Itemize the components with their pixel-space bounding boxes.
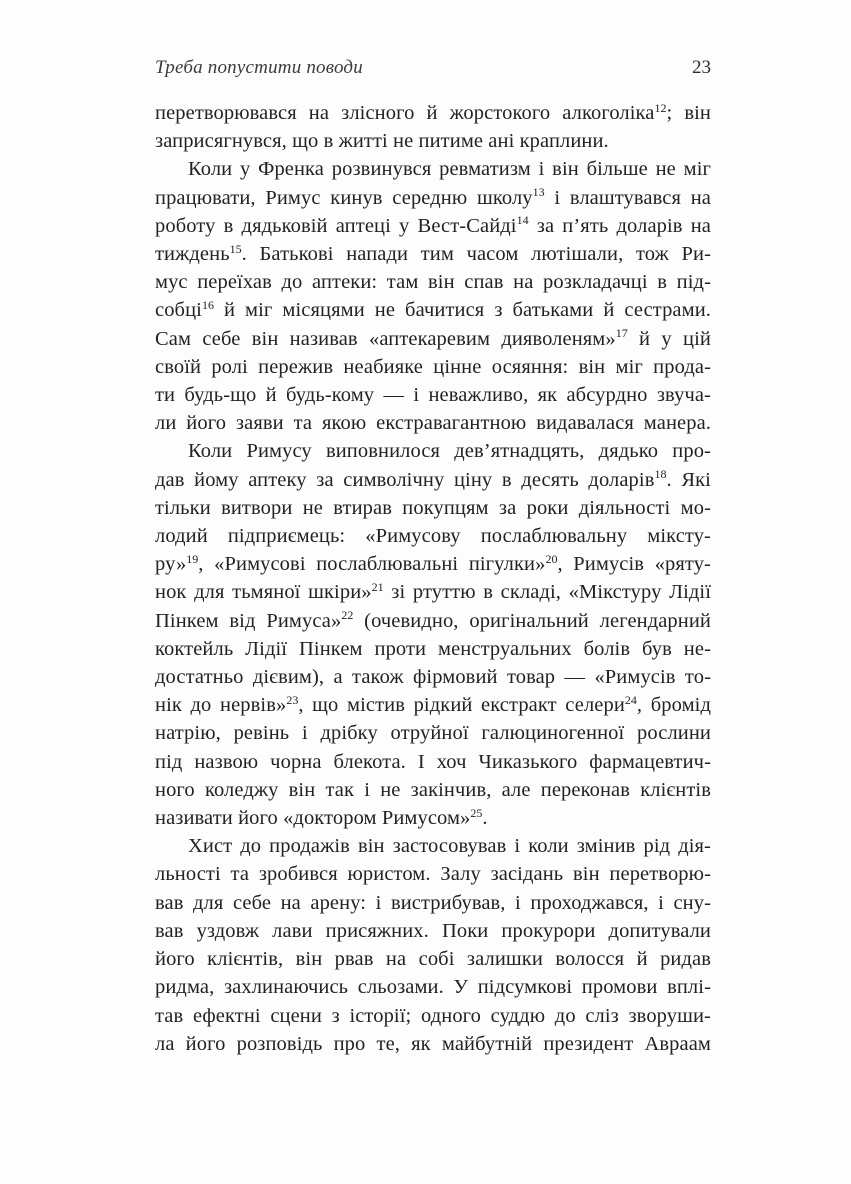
text-line: мус переїхав до аптеки: там він спав на розкладачці в під- — [155, 271, 711, 294]
running-title: Треба попустити поводи — [155, 57, 363, 78]
text-line: коктейль Лідії Пінкем проти менструальних болів був не- — [155, 637, 711, 660]
text-line: Сам себе він називав «аптекаревим дияволеням»$^{17}$ й у цій — [155, 326, 711, 350]
text-line: називати його «доктором Римусом»$^{25}$. — [155, 805, 488, 830]
text-line: ного коледжу він так і не закінчив, але переконав клієнтів — [155, 778, 711, 801]
text-line: собці$^{16}$ й міг місяцями не бачитися з батьками й сестрами. — [155, 297, 711, 322]
text-line: своїй ролі пережив неабияке цінне осяяння: він міг прода- — [155, 355, 711, 378]
text-line: роботу в дядьковій аптеці у Вест-Сайді$^{14}$ за п’ять доларів на — [155, 213, 711, 237]
text-line: ли його заяви та якою екстравагантною видавалася манера. — [155, 412, 711, 435]
paragraph — [155, 99, 711, 155]
footnote-ref: 12 — [654, 100, 667, 115]
running-header — [155, 57, 711, 79]
footnote-ref: 25 — [470, 805, 483, 820]
footnote-ref: 24 — [624, 692, 637, 707]
text-line: достатньо дієвим), а також фірмовий товар — «Римусів то- — [155, 666, 711, 689]
page-number: 23 — [692, 57, 711, 78]
text-line: тільки витвори не втирав покупцям за роки діяльності мо- — [155, 496, 711, 519]
text-line: лодий підприємець: «Римусову послаблювальну міксту- — [155, 525, 711, 548]
text-line: льності та зробився юристом. Залу засідань він перетворю- — [155, 863, 711, 886]
text-line: нок для тьмяної шкіри»$^{21}$ зі ртуттю в складі, «Мікстуру Лідії — [155, 579, 712, 604]
text-line: вав для себе на арену: і вистрибував, і проходжався, і сну- — [155, 891, 711, 914]
paragraph — [155, 437, 711, 832]
text-line: ру»$^{19}$, «Римусові послаблювальні пігулки»$^{20}$, Римусів «ряту- — [155, 551, 711, 576]
text-line: ла його розповідь про те, як майбутній президент Авраам — [155, 1032, 711, 1055]
text-line: перетворювався на злісного й жорстокого алкоголіка$^{12}$; він — [155, 100, 712, 124]
footnote-ref: 23 — [286, 692, 299, 707]
text-line: вав уздовж лави присяжних. Поки прокурори допитували — [155, 919, 711, 942]
text-line: нік до нервів»$^{23}$, що містив рідкий екстракт селери$^{24}$, бромід — [155, 692, 711, 717]
footnote-ref: 19 — [186, 551, 199, 566]
text-line: Коли у Френка розвинувся ревматизм і він більше не міг — [188, 158, 711, 181]
paragraph — [155, 155, 711, 437]
footnote-ref: 14 — [516, 213, 529, 228]
text-line: його клієнтів, він рвав на собі залишки волосся й ридав — [155, 948, 711, 971]
text-line: під назвою чорна блекота. І хоч Чиказького фармацевтич- — [155, 750, 711, 773]
text-line: Хист до продажів він застосовував і коли змінив рід дія- — [188, 835, 711, 858]
text-line: ти будь-що й будь-кому — і неважливо, як абсурдно звуча- — [155, 384, 711, 407]
text-line: Коли Римусу виповнилося дев’ятнадцять, дядько про- — [188, 440, 711, 463]
body-text — [155, 99, 711, 1058]
footnote-ref: 18 — [654, 467, 667, 482]
text-line: натрію, ревінь і дрібку отруйної галюциногенної рослини — [155, 722, 711, 745]
footnote-ref: 21 — [371, 579, 384, 594]
footnote-ref: 15 — [229, 241, 242, 256]
text-line: дав йому аптеку за символічну ціну в десять доларів$^{18}$. Які — [155, 467, 711, 491]
paragraph — [155, 832, 711, 1058]
text-line: Пінкем від Римуса»$^{22}$ (очевидно, оригінальний легендарний — [155, 608, 711, 632]
footnote-ref: 22 — [341, 608, 354, 623]
footnote-ref: 13 — [532, 185, 545, 200]
text-line: працювати, Римус кинув середню школу$^{13}$ і влаштувався на — [155, 185, 711, 209]
text-line: заприсягнувся, що в житті не питиме ані краплини. — [155, 130, 609, 153]
text-line: тав ефектні сцени з історії; одного суддю до сліз зворуши- — [155, 1004, 711, 1027]
footnote-ref: 17 — [615, 326, 628, 341]
text-line: тиждень$^{15}$. Батькові напади тим часом лютішали, тож Ри- — [155, 241, 711, 266]
footnote-ref: 16 — [201, 297, 214, 312]
text-line: ридма, захлинаючись сльозами. У підсумкові промови вплі- — [155, 976, 711, 999]
footnote-ref: 20 — [545, 551, 558, 566]
